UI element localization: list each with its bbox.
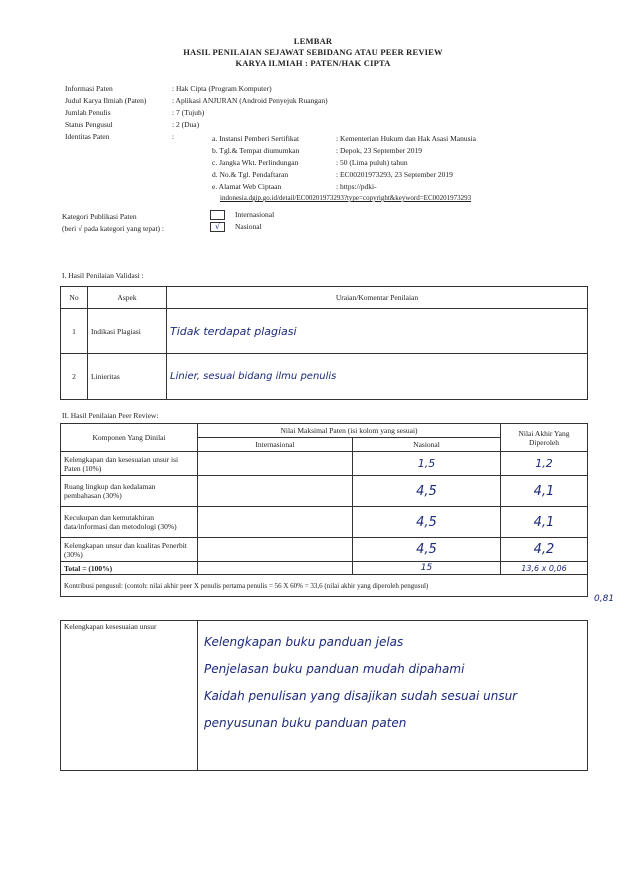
head-intl: Internasional (198, 438, 353, 452)
info-value-3: : 2 (Dua) (172, 120, 200, 129)
table-row (61, 507, 588, 538)
table-row (61, 354, 588, 400)
category-nat-label: Nasional (235, 222, 262, 231)
info-value-1: : Aplikasi ANJURAN (Android Penyejuk Ruangan) (172, 96, 328, 105)
identity-value-0: : Kementerian Hukum dan Hak Asasi Manusia (336, 134, 476, 143)
row-national: 4,5 (416, 514, 437, 530)
identity-value-4: : https://pdki- (336, 182, 377, 191)
head-no: No (61, 287, 88, 309)
category-label: Kategori Publikasi Paten (62, 212, 137, 221)
comment-line-0: Kelengkapan buku panduan jelas (204, 635, 404, 649)
comment-line-2: Kaidah penulisan yang disajikan sudah sesuai unsur (204, 689, 518, 703)
identity-label-0: a. Instansi Pemberi Sertifikat (212, 134, 300, 143)
identity-label-2: c. Jangka Wkt. Perlindungan (212, 158, 299, 167)
checkbox-national[interactable] (210, 222, 225, 232)
table-row (61, 452, 588, 476)
head-max: Nilai Maksimal Paten (isi kolom yang sesuai) (198, 424, 501, 438)
kelengkapan-label: Kelengkapan kesesuaian unsur (61, 621, 198, 771)
identity-label-4: e. Alamat Web Ciptaan (212, 182, 282, 191)
kontribusi-text: Kontribusi pengusul: (contoh: nilai akhir peer X penulis pertama penulis = 56 X 60% = 33,6 (nilai akhir yang diperoleh pengusul) (61, 575, 588, 597)
table-row (61, 476, 588, 507)
row-national: 15 (420, 563, 433, 573)
info-label-0: Informasi Paten (65, 84, 113, 93)
row-final: 1,2 (535, 457, 553, 470)
row-component: Kelengkapan unsur dan kualitas Penerbit (30%) (61, 538, 198, 562)
info-label-4: Identitas Paten (65, 132, 110, 141)
web-url[interactable]: indonesia.dgip.go.id/detail/EC00201973293?type=copyright&keyword=EC00201973293 (220, 194, 472, 202)
head-component: Komponen Yang Dinilai (61, 424, 198, 452)
table-row (61, 309, 588, 354)
section1-title: I. Hasil Penilaian Validasi : (62, 271, 144, 280)
check-mark: √ (214, 222, 221, 232)
doc-title-line1: LEMBAR (293, 36, 333, 46)
row-no: 2 (61, 354, 88, 400)
identity-value-1: : Depok, 23 September 2019 (336, 146, 423, 155)
row-component: Kecukupan dan kemutakhiran data/informasi dan metodologi (30%) (61, 507, 198, 538)
info-label-3: Status Pengusul (65, 120, 113, 129)
comment-line-1: Penjelasan buku panduan mudah dipahami (204, 662, 465, 676)
row-comment: Linier, sesuai bidang ilmu penulis (170, 371, 337, 382)
row-component: Ruang lingkup dan kedalaman pembahasan (30%) (61, 476, 198, 507)
identity-label-3: d. No.& Tgl. Pendaftaran (212, 170, 289, 179)
info-value-4: : (172, 132, 175, 141)
head-final: Nilai Akhir Yang Diperoleh (501, 424, 588, 452)
info-value-0: : Hak Cipta (Program Komputer) (172, 84, 272, 93)
row-component: Kelengkapan dan kesesuaian unsur isi Paten (10%) (61, 452, 198, 476)
row-comment: Tidak terdapat plagiasi (170, 324, 297, 338)
row-national: 1,5 (417, 457, 436, 470)
row-no: 1 (61, 309, 88, 354)
row-aspect: Indikasi Plagiasi (88, 309, 167, 354)
table-row (61, 538, 588, 562)
category-intl-label: Internasional (235, 210, 275, 219)
peer-review-table (60, 423, 588, 597)
identity-value-2: : 50 (Lima puluh) tahun (336, 158, 408, 167)
row-final: 13,6 x 0,06 (521, 563, 567, 573)
identity-label-1: b. Tgl.& Tempat diumumkan (212, 146, 300, 155)
doc-title-line2: HASIL PENILAIAN SEJAWAT SEBIDANG ATAU PEER REVIEW (183, 47, 443, 57)
head-comment: Uraian/Komentar Penilaian (167, 287, 588, 309)
category-option-intl[interactable] (210, 210, 274, 220)
row-component: Total = (100%) (61, 562, 198, 575)
comment-line-3: penyusunan buku panduan paten (204, 716, 407, 730)
head-nat: Nasional (353, 438, 501, 452)
category-option-nat[interactable] (210, 222, 262, 232)
row-final: 4,1 (533, 483, 555, 499)
category-hint: (beri √ pada kategori yang tepat) : (62, 224, 164, 233)
row-final: 4,2 (533, 542, 555, 557)
final-extra: 0,81 (594, 594, 615, 604)
row-national: 4,5 (416, 483, 437, 499)
section2-title: II. Hasil Penilaian Peer Review: (62, 411, 159, 420)
info-label-1: Judul Karya Ilmiah (Paten) (65, 96, 147, 105)
row-national: 4,5 (416, 542, 437, 557)
kelengkapan-table (60, 620, 588, 771)
doc-title-line3: KARYA ILMIAH : PATEN/HAK CIPTA (235, 58, 391, 68)
checkbox-international[interactable] (210, 210, 225, 220)
info-value-2: : 7 (Tujuh) (172, 108, 205, 117)
validation-table (60, 286, 588, 400)
info-label-2: Jumlah Penulis (65, 108, 111, 117)
row-final: 4,1 (533, 514, 555, 530)
head-aspect: Aspek (88, 287, 167, 309)
table-row (61, 562, 588, 575)
identity-value-3: : EC00201973293, 23 September 2019 (336, 170, 453, 179)
row-aspect: Linieritas (88, 354, 167, 400)
